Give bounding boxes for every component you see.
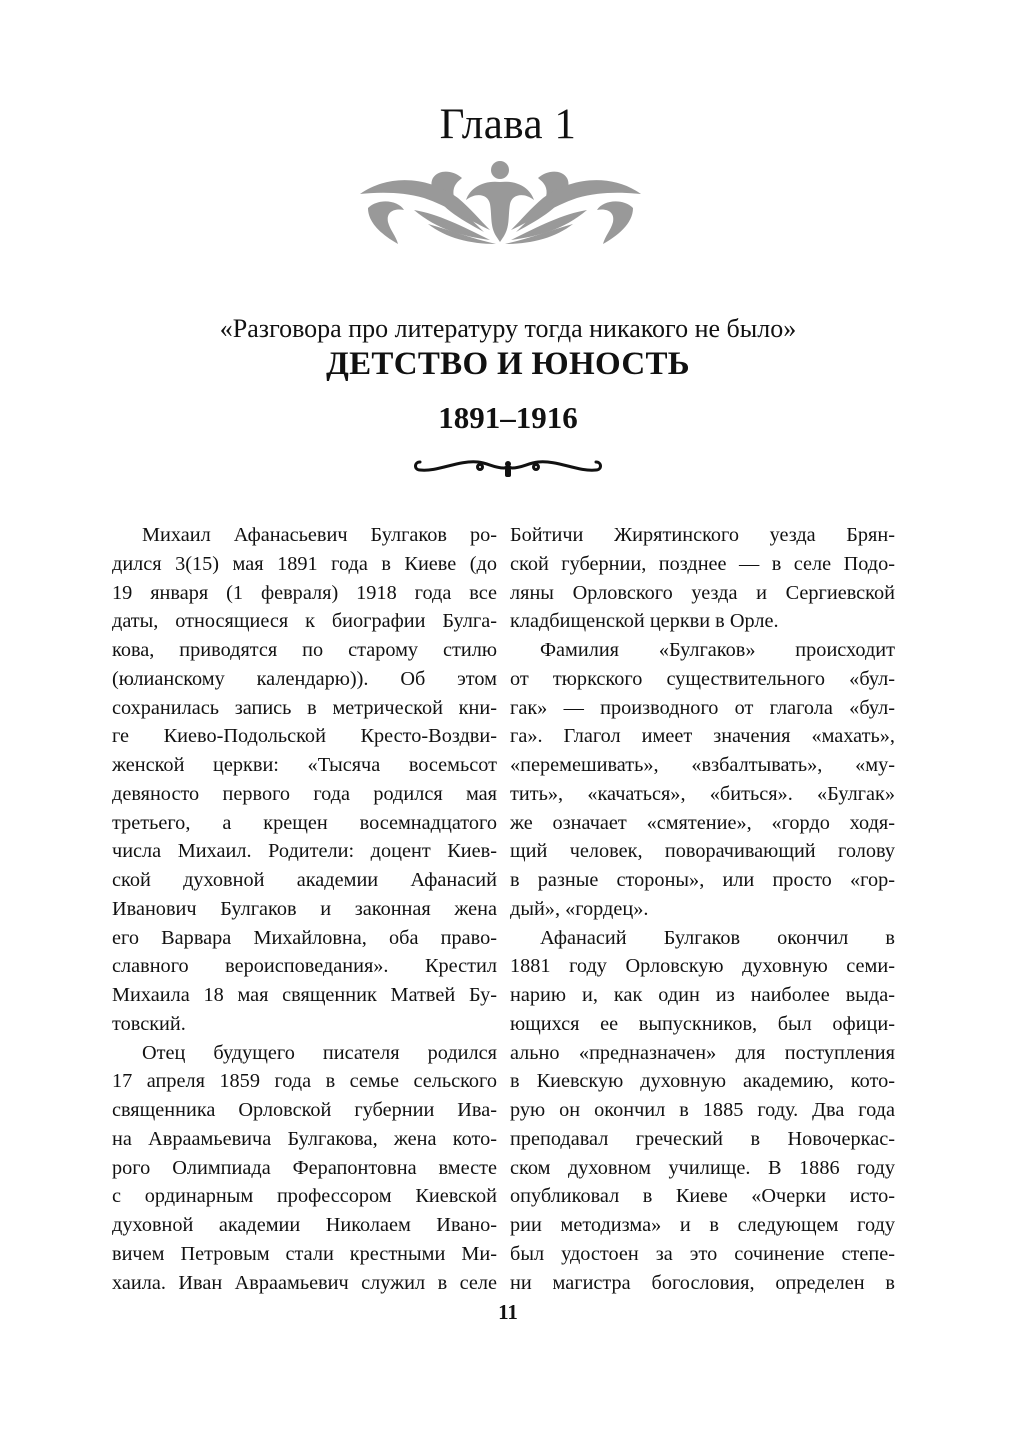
text-line: Михаила 18 мая священник Матвей Бу- xyxy=(112,984,497,1006)
text-line: числа Михаил. Родители: доцент Киев- xyxy=(112,840,497,863)
text-line: дился 3(15) мая 1891 года в Киеве (до xyxy=(112,552,497,575)
text-line: 1881 году Орловскую духовную семи- xyxy=(510,955,895,978)
years-range: 1891–1916 xyxy=(438,400,578,435)
text-line: нарию и, как один из наиболее выда- xyxy=(510,984,895,1006)
text-line: ально «предназначен» для поступления xyxy=(510,1041,895,1064)
text-line: вичем Петровым стали крестными Ми- xyxy=(112,1242,497,1265)
part-title: ДЕТСТВО И ЮНОСТЬ xyxy=(326,346,690,382)
floral-flourish-ornament-icon xyxy=(358,158,643,248)
text-line: хаила. Иван Авраамьевич служил в селе xyxy=(112,1271,497,1294)
text-line: щий человек, поворачивающий голову xyxy=(510,840,895,863)
chapter-epigraph: «Разговора про литературу тогда никакого не было» xyxy=(219,314,797,343)
text-line: рого Олимпиада Ферапонтовна вместе xyxy=(112,1156,497,1179)
text-line: кова, приводятся по старому стилю xyxy=(112,639,497,661)
text-line: был удостоен за это сочинение степе- xyxy=(510,1242,895,1265)
text-line: его Варвара Михайловна, оба право- xyxy=(112,926,497,949)
text-line: ляны Орловского уезда и Сергиевской xyxy=(510,581,895,604)
text-line: Фамилия «Булгаков» происходит xyxy=(540,639,895,661)
left-text-column xyxy=(112,521,497,1297)
text-line: Иванович Булгаков и законная жена xyxy=(112,897,497,920)
text-line: тить», «качаться», «биться». «Булгак» xyxy=(510,782,895,805)
text-line: (юлианскому календарю)). Об этом xyxy=(112,667,497,690)
text-line: 17 апреля 1859 года в семье сельского xyxy=(112,1070,497,1093)
text-line: Афанасий Булгаков окончил в xyxy=(540,926,895,949)
text-line: опубликовал в Киеве «Очерки исто- xyxy=(510,1185,895,1208)
text-line: на Авраамьевича Булгакова, жена кото- xyxy=(112,1127,497,1150)
text-line: ском духовном училище. В 1886 году xyxy=(510,1156,895,1179)
text-line: товский. xyxy=(112,1012,186,1035)
text-line: дый», «гордец». xyxy=(510,897,649,920)
right-text-column xyxy=(510,521,895,1297)
text-line: духовной академии Николаем Ивано- xyxy=(112,1214,497,1236)
text-line: с ординарным профессором Киевской xyxy=(112,1185,497,1208)
text-line: кладбищенской церкви в Орле. xyxy=(510,610,779,633)
text-line: ской духовной академии Афанасий xyxy=(112,869,497,891)
text-line: га». Глагол имеет значения «махать», xyxy=(510,725,895,748)
text-line: даты, относящиеся к биографии Булга- xyxy=(112,610,497,633)
text-line: от тюркского существительного «бул- xyxy=(510,667,895,690)
text-line: в разные стороны», или просто «гор- xyxy=(510,869,895,891)
chapter-title: Глава 1 xyxy=(439,101,577,148)
text-line: ге Киево-Подольской Кресто-Воздви- xyxy=(112,725,497,748)
text-line: ющихся ее выпускников, был офици- xyxy=(510,1012,895,1035)
text-line: рии методизма» и в следующем году xyxy=(510,1214,895,1236)
text-line: рую он окончил в 1885 году. Два года xyxy=(510,1099,895,1121)
text-line: третьего, а крещен восемнадцатого xyxy=(112,811,497,834)
text-line: девяносто первого года родился мая xyxy=(112,782,497,805)
text-line: священника Орловской губернии Ива- xyxy=(112,1099,497,1121)
text-line: женской церкви: «Тысяча восемьсот xyxy=(112,754,497,776)
text-line: славного вероисповедания». Крестил xyxy=(112,955,497,978)
text-line: Отец будущего писателя родился xyxy=(142,1041,497,1064)
text-line: Михаил Афанасьевич Булгаков ро- xyxy=(142,524,497,546)
page-number: 11 xyxy=(498,1300,518,1324)
text-line: в Киевскую духовную академию, кото- xyxy=(510,1070,895,1093)
text-line: Бойтичи Жирятинского уезда Брян- xyxy=(510,524,895,546)
text-line: сохранилась запись в метрической кни- xyxy=(112,696,497,719)
text-line: преподавал греческий в Новочеркас- xyxy=(510,1127,895,1150)
text-line: ни магистра богословия, определен в xyxy=(510,1271,895,1294)
text-line: гак» — производного от глагола «бул- xyxy=(510,696,895,719)
text-line: «перемешивать», «взбалтывать», «му- xyxy=(510,754,895,776)
scroll-divider-ornament-icon xyxy=(408,450,608,480)
text-line: же означает «смятение», «гордо ходя- xyxy=(510,811,895,834)
text-line: 19 января (1 февраля) 1918 года все xyxy=(112,581,497,604)
text-line: ской губернии, позднее — в селе Подо- xyxy=(510,552,895,575)
